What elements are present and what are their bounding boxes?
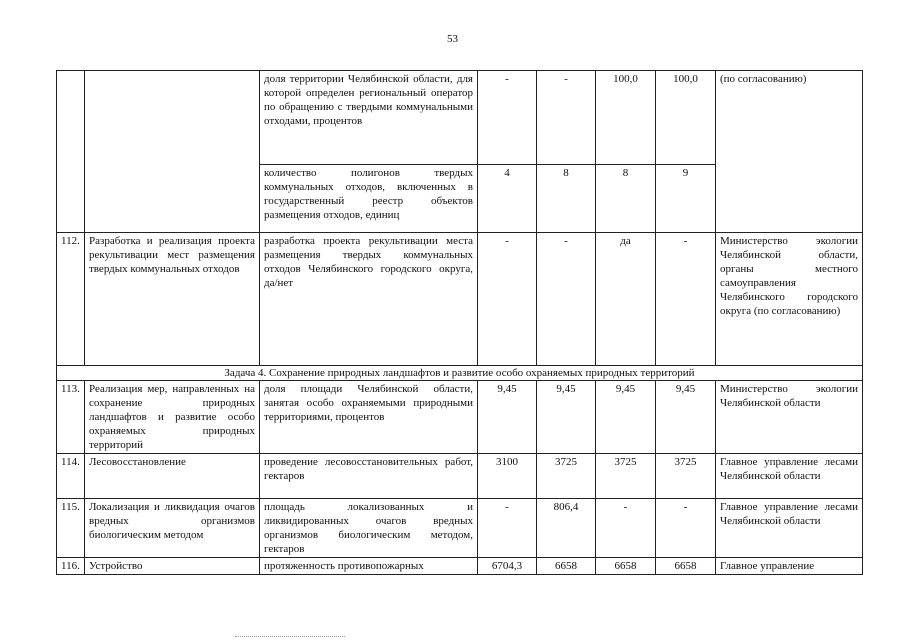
value-cell: 100,0 — [596, 71, 656, 165]
value-cell: - — [656, 499, 716, 558]
indicator-cell: доля площади Челябинской области, занятая особо охраняемыми природными территориями, процентов — [260, 381, 478, 454]
value-cell: - — [537, 71, 596, 165]
value-cell: 8 — [596, 165, 656, 233]
value-cell: 9,45 — [537, 381, 596, 454]
value-cell: 9,45 — [596, 381, 656, 454]
value-cell: 806,4 — [537, 499, 596, 558]
table-row — [57, 71, 863, 165]
value-cell: 6704,3 — [478, 558, 537, 575]
table-row — [57, 558, 863, 575]
indicator-cell: разработка проекта рекультивации места размещения твердых коммунальных отходов Челябинского городского округа, да/нет — [260, 233, 478, 366]
value-cell: - — [537, 233, 596, 366]
measure-cell: Устройство — [85, 558, 260, 575]
value-cell: 4 — [478, 165, 537, 233]
value-cell: 3725 — [656, 454, 716, 499]
responsible-cell: Главное управление лесами Челябинской области — [716, 499, 863, 558]
responsible-cell: Министерство экологии Челябинской области — [716, 381, 863, 454]
page-number: 53 — [447, 33, 458, 45]
value-cell: - — [478, 233, 537, 366]
value-cell: 6658 — [596, 558, 656, 575]
value-cell: 9,45 — [656, 381, 716, 454]
measure-cell: Лесовосстановление — [85, 454, 260, 499]
table-row — [57, 454, 863, 499]
table-row — [57, 233, 863, 366]
row-number-cell — [57, 71, 85, 233]
indicator-cell: количество полигонов твердых коммунальных отходов, включенных в государственный реестр объектов размещения отходов, единиц — [260, 165, 478, 233]
table-row — [57, 499, 863, 558]
task-heading-row — [57, 366, 863, 381]
responsible-cell: Главное управление — [716, 558, 863, 575]
value-cell: - — [656, 233, 716, 366]
measure-cell — [85, 71, 260, 233]
indicator-cell: проведение лесовосстановительных работ, гектаров — [260, 454, 478, 499]
table-row — [57, 381, 863, 454]
value-cell: 8 — [537, 165, 596, 233]
value-cell: 3100 — [478, 454, 537, 499]
value-cell: 6658 — [656, 558, 716, 575]
measure-cell: Реализация мер, направленных на сохранение природных ландшафтов и развитие особо охраняемых природных территорий — [85, 381, 260, 454]
value-cell: 6658 — [537, 558, 596, 575]
scan-artifact — [235, 636, 345, 640]
value-cell: 9,45 — [478, 381, 537, 454]
responsible-cell: Главное управление лесами Челябинской области — [716, 454, 863, 499]
responsible-cell: (по согласованию) — [716, 71, 863, 233]
value-cell: 100,0 — [656, 71, 716, 165]
measure-cell: Локализация и ликвидация очагов вредных организмов биологическим методом — [85, 499, 260, 558]
row-number-cell: 115. — [57, 499, 85, 558]
indicator-cell: доля территории Челябинской области, для которой определен региональный оператор по обращению с твердыми коммунальными отходами, процентов — [260, 71, 478, 165]
indicator-cell: протяженность противопожарных — [260, 558, 478, 575]
value-cell: 3725 — [596, 454, 656, 499]
row-number-cell: 112. — [57, 233, 85, 366]
task-heading: Задача 4. Сохранение природных ландшафтов и развитие особо охраняемых природных территорий — [57, 366, 863, 381]
row-number-cell: 114. — [57, 454, 85, 499]
value-cell: - — [596, 499, 656, 558]
measure-cell: Разработка и реализация проекта рекультивации мест размещения твердых коммунальных отходов — [85, 233, 260, 366]
value-cell: 9 — [656, 165, 716, 233]
value-cell: - — [478, 499, 537, 558]
program-measures-table — [56, 70, 863, 575]
value-cell: да — [596, 233, 656, 366]
row-number-cell: 113. — [57, 381, 85, 454]
indicator-cell: площадь локализованных и ликвидированных очагов вредных организмов биологическим методом, гектаров — [260, 499, 478, 558]
value-cell: 3725 — [537, 454, 596, 499]
responsible-cell: Министерство экологии Челябинской области, органы местного самоуправления Челябинского городского округа (по согласованию) — [716, 233, 863, 366]
row-number-cell: 116. — [57, 558, 85, 575]
value-cell: - — [478, 71, 537, 165]
